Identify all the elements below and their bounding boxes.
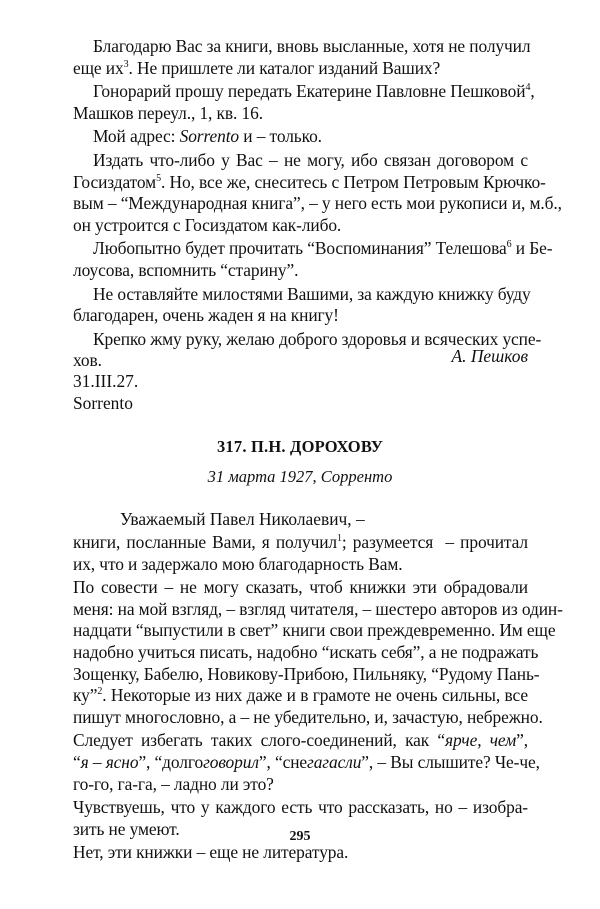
text-line: Гонорарий прошу передать Екатерине Павловне Пешковой$^4$, — [93, 81, 535, 102]
page-number: 295 — [289, 829, 311, 844]
text-line: Благодарю Вас за книги, вновь высланные, хотя не получил — [93, 36, 531, 56]
paragraph — [73, 532, 528, 575]
paragraph — [73, 81, 535, 124]
footnote-ref[interactable]: 6 — [506, 239, 512, 251]
text-line: меня: на мой взгляд, – взгляд читателя, – шестеро авторов из один- — [73, 598, 563, 619]
paragraph — [73, 842, 528, 864]
letter-date-place — [73, 371, 138, 414]
text-line: зить не умеют. — [73, 818, 180, 839]
text-line: Чувствуешь, что у каждого есть что рассказать, но – изобра- — [73, 797, 528, 818]
text-line: го-го, га-га, – ладно ли это? — [73, 773, 274, 794]
text-line: он устроится с Госиздатом как-либо. — [73, 214, 342, 235]
footnote-ref[interactable]: 5 — [156, 172, 161, 184]
footnote-ref[interactable]: 4 — [525, 82, 531, 94]
text-line: Машков переул., 1, кв. 16. — [73, 102, 263, 123]
letter-subheading: 31 марта 1927, Сорренто — [207, 467, 393, 486]
text-line: Госиздатом$^5$. Но, все же, снеситесь с Петром Петровым Крючко- — [73, 171, 546, 192]
greeting: Уважаемый Павел Николаевич, – — [120, 509, 365, 529]
paragraph — [73, 149, 562, 236]
text-line: книги, посланные Вами, я получил$^1$; разумеется – прочитал — [73, 532, 528, 552]
paragraph — [73, 238, 553, 281]
paragraph — [73, 730, 540, 795]
footnote-ref[interactable]: 2 — [97, 686, 103, 698]
text-line: Издать что-либо у Вас – не могу, ибо связан договором с — [93, 149, 528, 170]
text-line: По совести – не могу сказать, чтоб книжки эти обрадовали — [73, 577, 528, 598]
letter-place: Sorrento — [73, 392, 133, 413]
text-line: надцати “выпустили в свет” книги свои преждевременно. Им еще — [73, 620, 556, 641]
text-line: лоусова, вспомнить “старину”. — [73, 259, 299, 280]
paragraph — [73, 577, 563, 728]
text-line: вым – “Международная книга”, – у него есть мои рукописи и, м.б., — [73, 193, 562, 214]
text-line: еще $их^3$. Не пришлете ли каталог изданий Ваших? — [73, 57, 441, 78]
text-line: хов. — [73, 350, 102, 371]
text-line: Любопытно будет прочитать “Воспоминания” Телешова$^6$ и Бе- — [93, 238, 553, 259]
text-line: Следует избегать таких слого-соединений, как “ярче, чем”, — [73, 730, 528, 751]
text-line: благодарен, очень жаден я на книгу! — [73, 305, 339, 326]
footnote-ref[interactable]: 1 — [337, 533, 342, 544]
letter1-body — [73, 36, 562, 372]
text-line: Не оставляйте милостями Вашими, за каждую книжку буду — [93, 283, 531, 304]
letter2-body — [73, 532, 563, 864]
paragraph — [73, 126, 528, 148]
text-line: их, что и задержало мою благодарность Вам. — [73, 553, 403, 574]
text-line: надобно учиться писать, надобно “искать себя”, а не подражать — [73, 641, 539, 662]
paragraph — [73, 283, 531, 327]
text-line: ку”$^2$. Некоторые из них даже и в грамоте не очень сильны, все — [73, 685, 528, 706]
signature: А. Пешков — [451, 346, 528, 366]
text-line: “я – ясно”, “долгоговорил”, “снегагасли”, – Вы слышите? Че-че, — [73, 751, 540, 772]
text-line: Крепко жму руку, желаю доброго здоровья и всяческих успе- — [93, 328, 542, 349]
text-line: Мой адрес: Sorrento и – только. — [93, 126, 322, 147]
footnote-ref[interactable]: 3 — [123, 58, 129, 70]
paragraph — [73, 36, 531, 79]
text-line: пишут многословно, а – не убедительно, и, зачастую, небрежно. — [73, 706, 543, 727]
letter-date: 31.III.27. — [73, 371, 139, 391]
letter-heading: 317. П.Н. ДОРОХОВУ — [216, 437, 384, 456]
text-line: Нет, эти книжки – еще не литература. — [73, 842, 349, 863]
text-line: Зощенку, Бабелю, Новикову-Прибою, Пильняку, “Рудому Пань- — [73, 663, 540, 684]
